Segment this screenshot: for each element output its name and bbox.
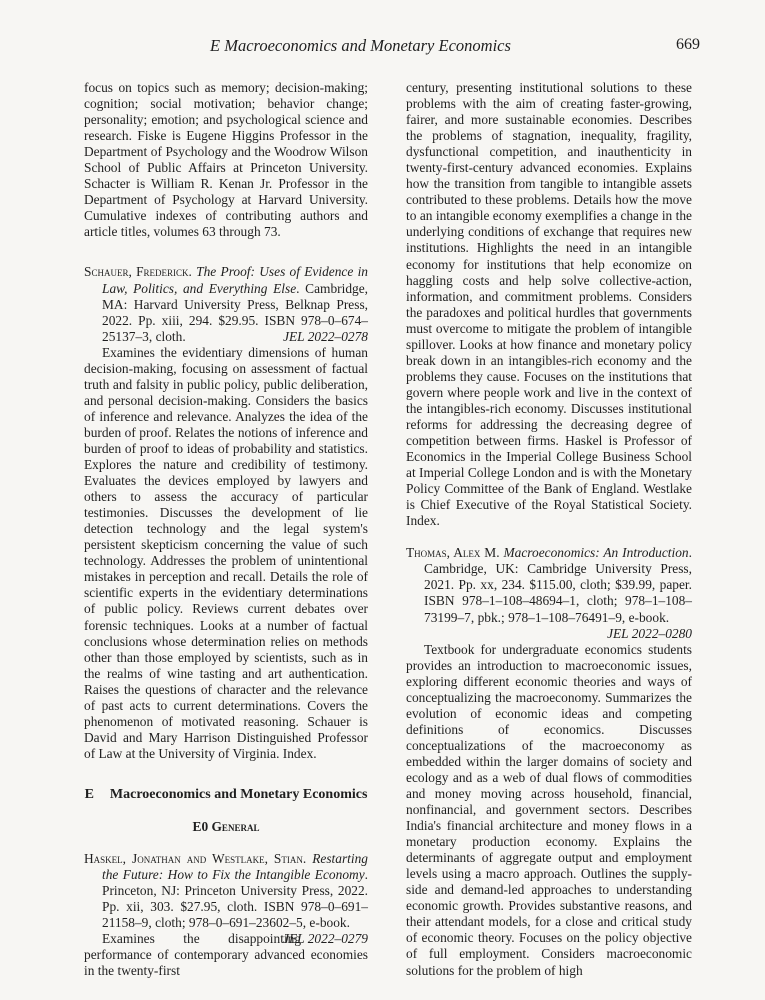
jel-code: JEL 2022–0280	[607, 625, 692, 641]
entry-abstract: Examines the evidentiary dimensions of human decision-making, focusing on assessment of factual truth and falsity in public policy, public deliberation, and personal decision-making. Considers the basics of inference and relevance. Analyzes the idea of the burden of proof. Relates the notions of inference and burden of proof to ideas of probability and statistics. Explores the nature and credibility of testimony. Evaluates the devices employed by lawyers and others to assess the accuracy of particular testimonies. Discusses the development of lie detection technology and the legal system's persistent skepticism concerning the value of such technology. Addresses the problem of unintentional mistakes in perception and recall. Details the role of scientific experts in the evidentiary determinations of public policy. Reviews current debates over forensic techniques. Looks at a number of factual conclusions whose determination relies on methods other than those employed by scientists, such as in the realms of wine tasting and art authentication. Raises the questions of character and the relevance of past acts to current determinations. Covers the phenomenon of motivated reasoning. Schauer is David and Mary Harrison Distinguished Professor of Law at the University of Virginia. Index.	[84, 344, 368, 761]
section-letter: E	[84, 786, 94, 802]
jel-code: JEL 2022–0279	[283, 931, 368, 947]
entry-author: Haskel, Jonathan and Westlake, Stian.	[84, 850, 307, 866]
section-heading	[84, 786, 368, 803]
entry-author: Schauer, Frederick.	[84, 264, 192, 280]
running-header	[0, 36, 765, 60]
book-entry-thomas	[406, 545, 692, 625]
entry-publication: . Cambridge, MA: Harvard University Press, Belknap Press, 2022. Pp. xiii, 294. $29.95. ISBN 978–0–674–25137–3, cloth.	[102, 280, 368, 344]
entry-publication: . Princeton, NJ: Princeton University Press, 2022. Pp. xii, 303. $27.95, cloth. ISBN 978–0–691–21158–9, cloth; 978–0–691–23602–5, e-book.	[102, 867, 368, 931]
continued-abstract: century, presenting institutional solutions to these problems with the aim of creating faster-growing, fairer, and more sustainable economies. Describes the problems of stagnation, inequality, fragility, dysfunctional competition, and inauthenticity in twenty-first-century advanced economies. Explains how the transition from tangible to intangible assets contributed to these problems. Details how the move to an intangible economy exemplifies a change in the underlying conditions of exchange that requires new institutions. Highlights the need in an intangible economy for institutions that help economize on haggling costs and help solve collective-action, information, and commitment problems. Considers the paradoxes and political hurdles that governments must overcome to mitigate the problem of intangible spillover. Looks at how finance and monetary policy break down in an intangibles-rich economy and the problems they cause. Focuses on the institutions that govern where people work and live in the context of the intangibles-rich economy. Discusses institutional reforms for addressing the decreasing degree of competition between firms. Haskel is Professor of Economics in the Imperial College Business School at Imperial College London and is with the Monetary Policy Committee of the Bank of England. Westlake is Chief Executive of the Royal Statistical Society. Index.	[406, 80, 692, 529]
book-entry-haskel	[84, 850, 368, 947]
entry-author: Thomas, Alex M.	[406, 545, 500, 561]
book-entry-schauer	[84, 264, 368, 344]
entry-title: The Proof: Uses of Evidence in Law, Politics, and Everything Else	[102, 264, 368, 296]
entry-publication: . Cambridge, UK: Cambridge University Press, 2021. Pp. xx, 234. $115.00, cloth; $39.99, paper. ISBN 978–1–108–48694–1, cloth; 978–1–108–73199–7, pbk.; 978–1–108–76491–9, e-book.	[424, 545, 692, 625]
left-column	[84, 80, 368, 979]
entry-title: Macroeconomics: An Introduction	[503, 545, 689, 561]
jel-code: JEL 2022–0278	[283, 328, 368, 344]
continued-abstract: focus on topics such as memory; decision-making; cognition; social motivation; behavior change; personality; emotion; and psychological science and research. Fiske is Eugene Higgins Professor in the Department of Psychology and the Woodrow Wilson School of Public Affairs at Princeton University. Schacter is William R. Kenan Jr. Professor in the Department of Psychology at Harvard University. Cumulative indexes of contributing authors and article titles, volumes 63 through 73.	[84, 80, 368, 240]
section-title: Macroeconomics and Monetary Economics	[109, 786, 368, 802]
entry-title: Restarting the Future: How to Fix the Intangible Economy	[102, 850, 368, 883]
running-head-title: E Macroeconomics and Monetary Economics	[210, 36, 511, 55]
page-number: 669	[676, 36, 700, 53]
entry-abstract: Examines the disappointing performance of contemporary advanced economies in the twenty-first	[84, 931, 368, 979]
right-column	[406, 80, 692, 979]
entry-abstract: Textbook for undergraduate economics students provides an introduction to macroeconomic issues, exploring different economic theories and ways of conceptualizing the macroeconomy. Summarizes the evolution of economic ideas and competing definitions of economics. Discusses conceptualizations of the macroeconomy as embedded within the larger domains of society and ecology and as a web of dual flows of commodities and money moving across household, financial, nonfinancial, and government sectors. Describes India's financial architecture and money flows in a monetary production economy. Explains the determinants of aggregate output and employment levels using a macro approach. Outlines the supply-side and demand-led approaches to understanding economic growth. Provides substantive reasons, and their attendant models, for a close and critical study of economic theory. Focuses on the policy objective of full employment. Considers macroeconomic solutions for the problem of high	[406, 641, 692, 978]
subsection-heading: E0 General	[192, 818, 260, 834]
